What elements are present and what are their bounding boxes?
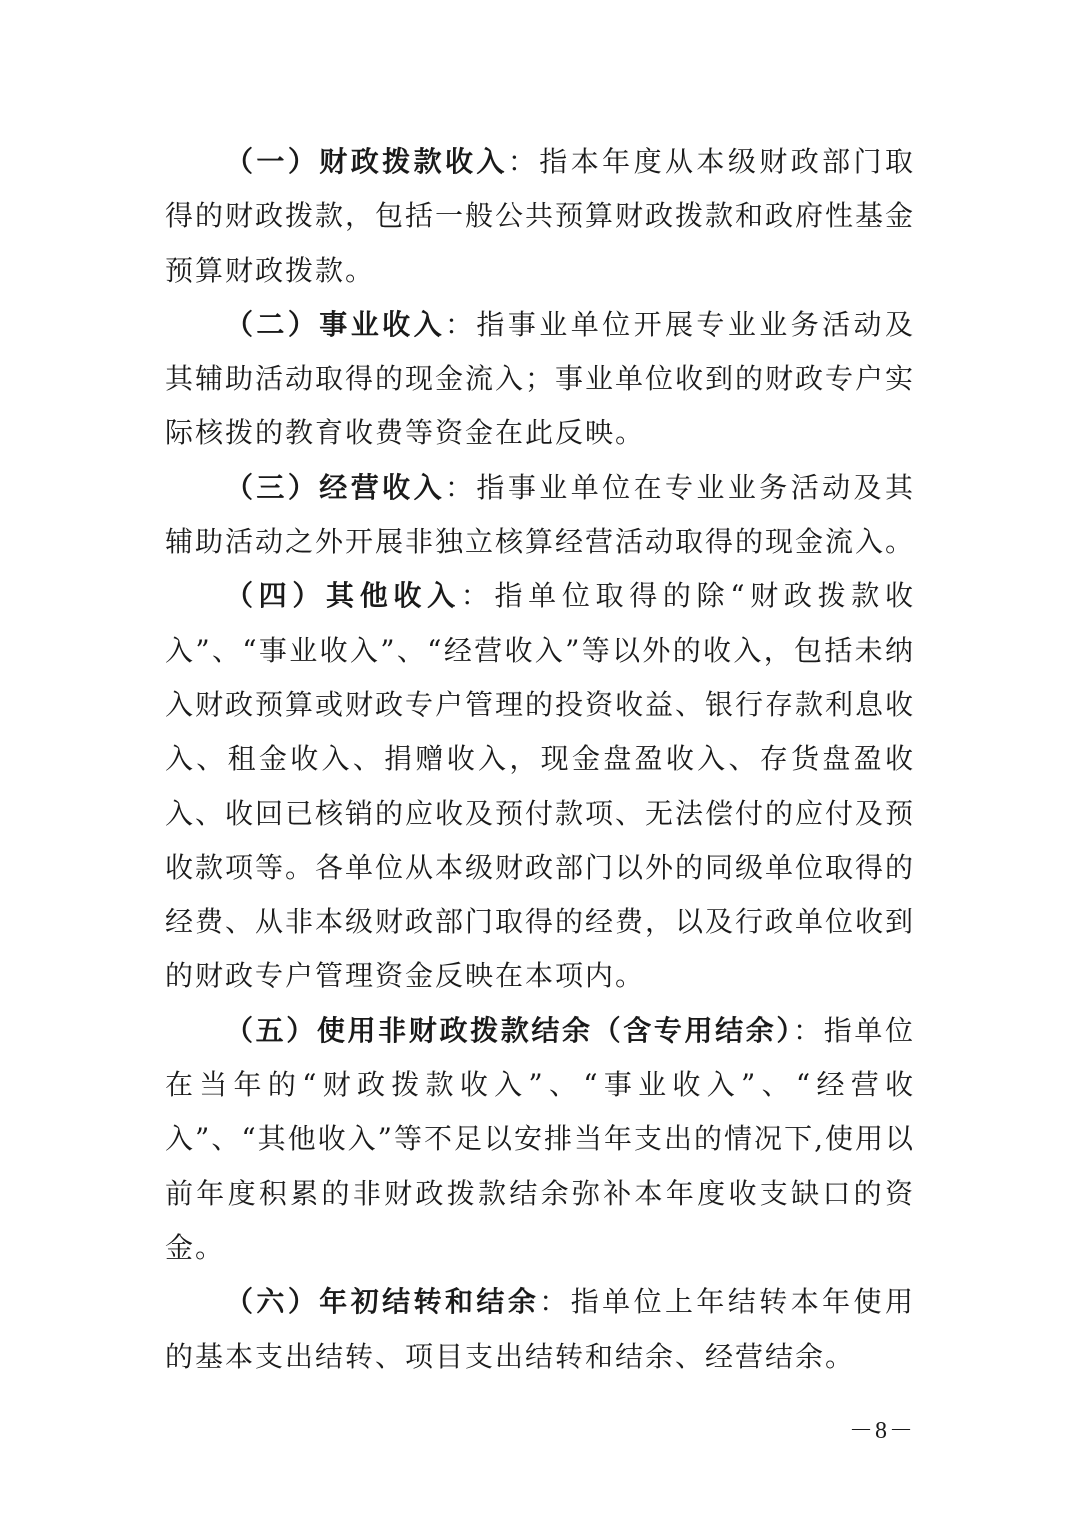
paragraph-fiscal-appropriation-income [165,135,915,298]
paragraph-text: ：指单位在当年的“财政拨款收入”、“事业收入”、“经营收入”、“其他收入”等不足以安排当年支出的情况下,使用以前年度积累的非财政拨款结余弥补本年度收支缺口的资金。 [165,1013,915,1264]
paragraph-heading: （一）财政拨款收入 [225,145,508,178]
paragraph-business-income [165,298,915,461]
paragraph-text: ：指单位上年结转本年使用的基本支出结转、项目支出结转和结余、经营结余。 [165,1285,915,1373]
document-body [165,135,915,1384]
paragraph-heading: （五）使用非财政拨款结余（含专用结余） [225,1013,794,1047]
paragraph-heading: （六）年初结转和结余 [225,1285,540,1319]
paragraph-text: ：指本年度从本级财政部门取得的财政拨款，包括一般公共预算财政拨款和政府性基金预算财政拨款。 [165,145,916,287]
paragraph-text: ：指事业单位开展专业业务活动及其辅助活动取得的现金流入；事业单位收到的财政专户实际核拨的教育收费等资金在此反映。 [165,307,916,450]
paragraph-carryover-and-balance [165,1275,915,1384]
paragraph-text: ：指事业单位在专业业务活动及其辅助活动之外开展非独立核算经营活动取得的现金流入。 [165,470,916,559]
paragraph-heading: （二）事业收入 [225,307,445,341]
page-number: －8－ [849,1418,915,1444]
paragraph-text: ：指单位取得的除“财政拨款收入”、“事业收入”、“经营收入”等以外的收入，包括未纳入财政预算或财政专户管理的投资收益、银行存款利息收入、租金收入、捐赠收入，现金盘盈收入、存货盘盈收入、收回已核销的应收及预付款项、无法偿付的应付及预收款项等。各单位从本级财政部门以外的同级单位取得的经费、从非本级财政部门取得的经费，以及行政单位收到的财政专户管理资金反映在本项内。 [165,579,916,993]
paragraph-heading: （四）其他收入 [225,579,461,613]
paragraph-other-income [165,569,915,1003]
paragraph-operating-income [165,461,915,570]
paragraph-non-fiscal-balance-use [165,1004,915,1275]
paragraph-heading: （三）经营收入 [225,470,445,504]
